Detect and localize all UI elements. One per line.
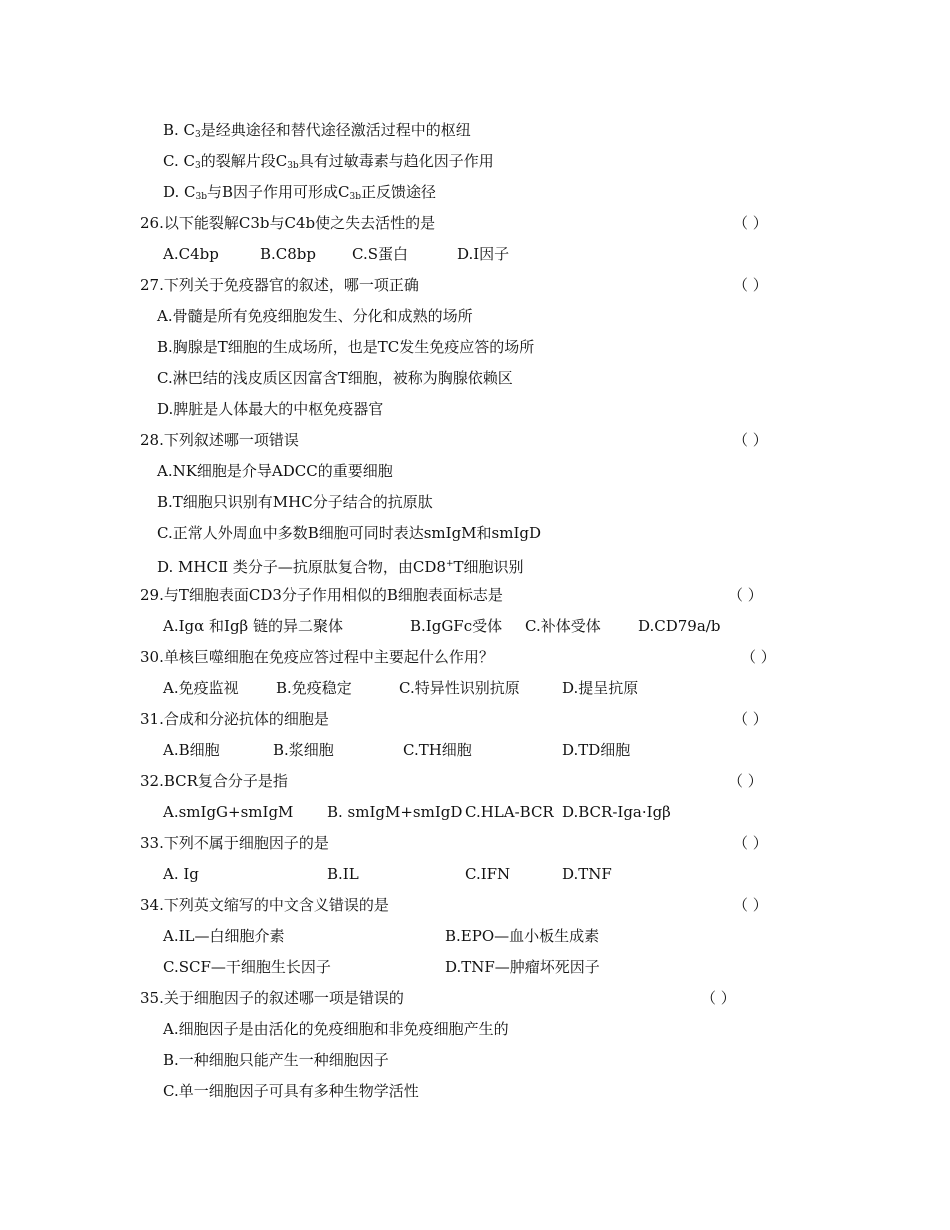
q32-option-c: C.HLA-BCR [465, 803, 554, 821]
q28-d-prefix: D. MHCⅡ 类分子—抗原肽复合物，由CD8 [157, 558, 446, 576]
q30-option-a: A.免疫监视 [163, 679, 239, 697]
q26-option-c: C.S蛋白 [352, 245, 408, 263]
q31-option-b: B.浆细胞 [273, 741, 334, 759]
q31-option-c: C.TH细胞 [403, 741, 472, 759]
q32-option-a: A.smIgG+smIgM [163, 803, 294, 821]
q26-option-d: D.I因子 [457, 245, 510, 263]
q30-option-d: D.提呈抗原 [562, 679, 639, 697]
q33-option-b: B.IL [327, 865, 359, 883]
q34-option-c: C.SCF—干细胞生长因子 [163, 958, 331, 976]
q31-stem: 31.合成和分泌抗体的细胞是 [140, 710, 329, 728]
q33-stem: 33.下列不属于细胞因子的是 [140, 834, 329, 852]
q30-option-c: C.特异性识别抗原 [399, 679, 520, 697]
q26-option-a: A.C4bp [163, 245, 219, 263]
q25-b-rest: 是经典途径和替代途径激活过程中的枢纽 [200, 121, 471, 139]
q32-answer-blank[interactable]: （ ） [728, 772, 763, 790]
q31-answer-blank[interactable]: （ ） [733, 710, 768, 728]
q25-d-prefix: D. C [163, 183, 196, 201]
q27-option-b: B.胸腺是T细胞的生成场所，也是TC发生免疫应答的场所 [157, 338, 535, 356]
q25-c-sub2: 3b [287, 161, 299, 171]
q26-answer-blank[interactable]: （ ） [733, 214, 768, 232]
q27-option-c: C.淋巴结的浅皮质区因富含T细胞，被称为胸腺依赖区 [157, 369, 513, 387]
q28-option-d [157, 554, 524, 577]
q33-option-a: A. Ig [163, 865, 199, 883]
q28-option-c: C.正常人外周血中多数B细胞可同时表达smIgM和smIgD [157, 524, 542, 542]
q28-d-rest: T细胞识别 [453, 558, 524, 576]
q29-option-c: C.补体受体 [525, 617, 601, 635]
q35-stem: 35.关于细胞因子的叙述哪一项是错误的 [140, 989, 404, 1007]
q34-answer-blank[interactable]: （ ） [733, 896, 768, 914]
q27-stem: 27.下列关于免疫器官的叙述，哪一项正确 [140, 276, 419, 294]
q25-d-sub2: 3b [349, 192, 362, 202]
q25-b-sub: 3 [195, 130, 201, 140]
q31-option-d: D.TD细胞 [562, 741, 631, 759]
q29-option-b: B.IgGFc受体 [410, 617, 503, 635]
q27-option-d: D.脾脏是人体最大的中枢免疫器官 [157, 400, 384, 418]
q33-option-d: D.TNF [562, 865, 612, 883]
q28-answer-blank[interactable]: （ ） [733, 431, 768, 449]
q25-c-rest: 具有过敏毒素与趋化因子作用 [298, 152, 494, 170]
q27-answer-blank[interactable]: （ ） [733, 276, 768, 294]
q28-option-a: A.NK细胞是介导ADCC的重要细胞 [157, 462, 393, 480]
q31-option-a: A.B细胞 [163, 741, 220, 759]
q34-option-d: D.TNF—肿瘤坏死因子 [445, 958, 600, 976]
q33-option-c: C.IFN [465, 865, 511, 883]
q25-d-mid: 与B因子作用可形成C [207, 183, 350, 201]
q30-answer-blank[interactable]: （ ） [741, 648, 776, 666]
q35-option-a: A.细胞因子是由活化的免疫细胞和非免疫细胞产生的 [163, 1020, 509, 1038]
q32-stem: 32.BCR复合分子是指 [140, 772, 288, 790]
q25-c-prefix: C. C [163, 152, 195, 170]
q26-option-b: B.C8bp [260, 245, 317, 263]
q29-answer-blank[interactable]: （ ） [728, 586, 763, 604]
q25-b-prefix: B. C [163, 121, 196, 139]
q25-option-b [163, 120, 471, 145]
q29-stem: 29.与T细胞表面CD3分子作用相似的B细胞表面标志是 [140, 586, 503, 604]
q29-option-a: A.Igα 和Igβ 链的异二聚体 [163, 617, 343, 635]
q29-option-d: D.CD79a/b [638, 617, 721, 635]
q28-d-sup: + [445, 559, 454, 569]
q35-option-c: C.单一细胞因子可具有多种生物学活性 [163, 1082, 419, 1100]
q25-option-c [163, 151, 494, 176]
q32-option-b: B. smIgM+smIgD [327, 803, 463, 821]
q25-option-d [163, 182, 436, 207]
q27-option-a: A.骨髓是所有免疫细胞发生、分化和成熟的场所 [157, 307, 473, 325]
q34-stem: 34.下列英文缩写的中文含义错误的是 [140, 896, 389, 914]
q28-option-b: B.T细胞只识别有MHC分子结合的抗原肽 [157, 493, 433, 511]
q26-stem: 26.以下能裂解C3b与C4b使之失去活性的是 [140, 214, 436, 232]
q33-answer-blank[interactable]: （ ） [733, 834, 768, 852]
q35-option-b: B.一种细胞只能产生一种细胞因子 [163, 1051, 389, 1069]
q25-d-sub1: 3b [195, 192, 208, 202]
q32-option-d: D.BCR-Iga·Igβ [562, 803, 671, 821]
q30-option-b: B.免疫稳定 [276, 679, 352, 697]
q35-answer-blank[interactable]: （ ） [701, 989, 736, 1007]
q34-option-a: A.IL—白细胞介素 [163, 927, 285, 945]
q25-d-rest: 正反馈途径 [361, 183, 437, 201]
q30-stem: 30.单核巨噬细胞在免疫应答过程中主要起什么作用？ [140, 648, 494, 666]
q34-option-b: B.EPO—血小板生成素 [445, 927, 600, 945]
q25-c-sub1: 3 [194, 161, 201, 171]
q28-stem: 28.下列叙述哪一项错误 [140, 431, 299, 449]
q25-c-mid: 的裂解片段C [200, 152, 288, 170]
